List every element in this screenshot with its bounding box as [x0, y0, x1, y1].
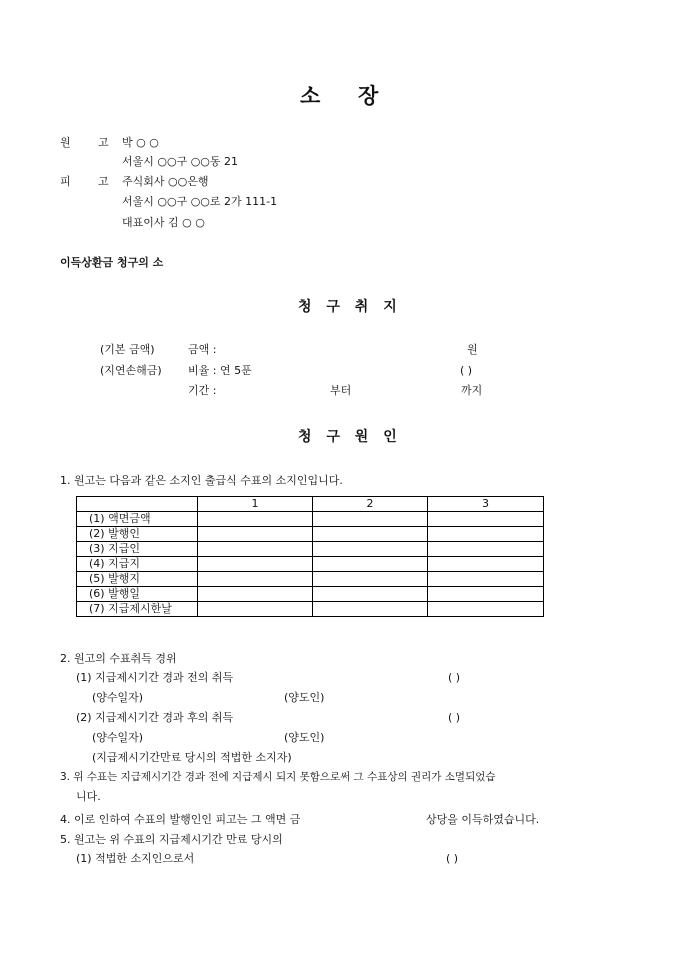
- period-to: 까지: [461, 384, 483, 397]
- case-title: 이득상환금 청구의 소: [60, 256, 164, 269]
- row-label-cell: (7) 지급제시한날: [77, 602, 198, 617]
- rate-field: 비율 : 연 5푼: [188, 364, 252, 377]
- table-cell: [313, 527, 428, 542]
- row-label-cell: (5) 발행지: [77, 572, 198, 587]
- table-row: [77, 512, 544, 527]
- table-cell: [313, 587, 428, 602]
- rate-blank-parenthesis: ( ): [460, 364, 473, 377]
- plaintiff-name: 박 ○ ○: [122, 136, 159, 149]
- defendant-name: 주식회사 ○○은행: [122, 175, 209, 188]
- table-cell: [313, 572, 428, 587]
- table-cell: [198, 572, 313, 587]
- item-5-1: (1) 적법한 소지인으로서: [76, 852, 195, 865]
- table-cell: [198, 512, 313, 527]
- table-cell: [428, 602, 544, 617]
- table-cell: [198, 602, 313, 617]
- check-details-table: [76, 496, 544, 617]
- title-char-1: 소: [300, 83, 322, 108]
- item-2-2: (2) 지급제시기간 경과 후의 취득: [76, 711, 234, 724]
- plaintiff-label-1: 원: [60, 136, 71, 149]
- table-cell: [428, 527, 544, 542]
- row-label-cell: (1) 액면금액: [77, 512, 198, 527]
- item-2-2-transferor: (양도인): [284, 731, 325, 744]
- period-from: 부터: [330, 384, 352, 397]
- table-header-row: [77, 497, 544, 512]
- item-5: 5. 원고는 위 수표의 지급제시기간 만료 당시의: [60, 833, 283, 846]
- row-label-cell: (4) 지급지: [77, 557, 198, 572]
- item-2-2-transfer-date: (양수일자): [92, 731, 144, 744]
- table-cell: [198, 527, 313, 542]
- table-cell: [198, 557, 313, 572]
- row-label-cell: (6) 발행일: [77, 587, 198, 602]
- item-2-1-transferor: (양도인): [284, 691, 325, 704]
- item-2: 2. 원고의 수표취득 경위: [60, 652, 177, 665]
- late-damages-label: (지연손해금): [100, 364, 162, 377]
- table-cell: [313, 602, 428, 617]
- table-cell: [313, 557, 428, 572]
- table-row: [77, 587, 544, 602]
- table-header-cell: 2: [313, 497, 428, 512]
- title-char-2: 장: [358, 83, 380, 108]
- table-header-cell: [77, 497, 198, 512]
- table-row: [77, 542, 544, 557]
- item-2-1: (1) 지급제시기간 경과 전의 취득: [76, 671, 234, 684]
- table-header-cell: 3: [428, 497, 544, 512]
- table-cell: [428, 587, 544, 602]
- table-cell: [313, 512, 428, 527]
- row-label-cell: (3) 지급인: [77, 542, 198, 557]
- plaintiff-address: 서울시 ○○구 ○○동 21: [122, 155, 239, 168]
- table-cell: [198, 587, 313, 602]
- item-2-1-transfer-date: (양수일자): [92, 691, 144, 704]
- plaintiff-label-2: 고: [98, 136, 109, 149]
- item-2-2-blank-parenthesis: ( ): [448, 711, 461, 724]
- claim-purpose-heading: 청 구 취 지: [298, 299, 402, 315]
- table-cell: [313, 542, 428, 557]
- table-row: [77, 602, 544, 617]
- item-4-part-2: 상당을 이득하였습니다.: [426, 813, 540, 826]
- defendant-representative: 대표이사 김 ○ ○: [122, 216, 205, 229]
- item-5-1-blank-parenthesis: ( ): [446, 852, 459, 865]
- table-cell: [428, 572, 544, 587]
- table-cell: [428, 542, 544, 557]
- table-cell: [428, 557, 544, 572]
- base-amount-label: (기본 금액): [100, 343, 155, 356]
- table-row: [77, 557, 544, 572]
- table-row: [77, 527, 544, 542]
- defendant-label-2: 고: [98, 175, 109, 188]
- table-cell: [198, 542, 313, 557]
- claim-cause-heading: 청 구 원 인: [298, 429, 402, 445]
- item-1: 1. 원고는 다음과 같은 소지인 출급식 수표의 소지인입니다.: [60, 474, 343, 487]
- period-field-label: 기간 :: [188, 384, 217, 397]
- defendant-address: 서울시 ○○구 ○○로 2가 111-1: [122, 195, 278, 208]
- item-4-part-1: 4. 이로 인하여 수표의 발행인인 피고는 그 액면 금: [60, 813, 301, 826]
- table-row: [77, 572, 544, 587]
- item-3-line-2: 니다.: [76, 790, 101, 803]
- item-2-1-blank-parenthesis: ( ): [448, 671, 461, 684]
- table-header-cell: 1: [198, 497, 313, 512]
- table-cell: [428, 512, 544, 527]
- item-3-line-1: 3. 위 수표는 지급제시기간 경과 전에 지급제시 되지 못함으로써 그 수표상의 권리가 소멸되었습: [60, 771, 496, 783]
- amount-unit: 원: [467, 343, 478, 356]
- row-label-cell: (2) 발행인: [77, 527, 198, 542]
- item-2-2-note: (지급제시기간만료 당시의 적법한 소지자): [92, 751, 292, 764]
- defendant-label-1: 피: [60, 175, 71, 188]
- amount-field-label: 금액 :: [188, 343, 217, 356]
